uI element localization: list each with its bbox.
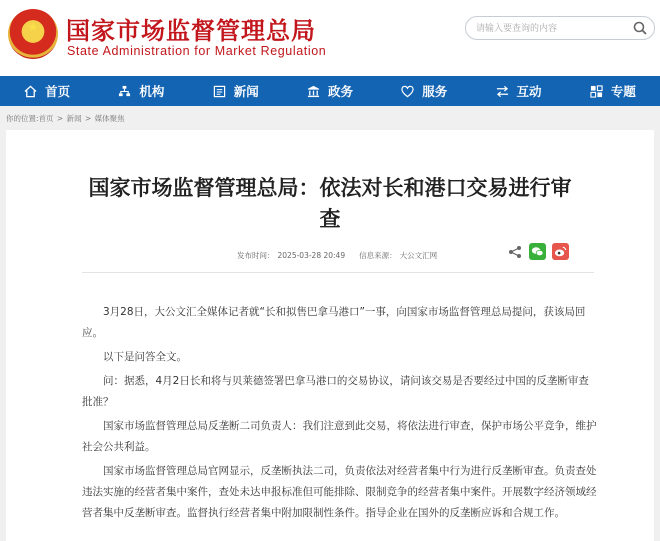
article-paragraph: 3月28日，大公文汇全媒体记者就“长和拟售巴拿马港口”一事，向国家市场监督管理总局提问，获该局回应。 xyxy=(82,306,586,339)
nav-label: 机构 xyxy=(139,84,165,99)
org-icon xyxy=(118,85,131,98)
article-title: 国家市场监督管理总局：依法对长和港口交易进行审查 xyxy=(88,176,572,231)
breadcrumb-separator: > xyxy=(56,114,64,123)
nav-label: 政务 xyxy=(327,84,353,99)
breadcrumb-media-focus[interactable]: 媒体聚焦 xyxy=(94,114,125,123)
article-body xyxy=(82,302,598,527)
title-divider xyxy=(82,272,594,273)
interaction-icon xyxy=(496,85,509,98)
nav-label: 新闻 xyxy=(233,84,259,99)
nav-label: 专题 xyxy=(610,84,636,99)
nav-item-service[interactable] xyxy=(377,76,471,106)
article-meta xyxy=(237,250,437,261)
news-icon xyxy=(213,85,226,98)
national-emblem-icon: ★ xyxy=(8,9,58,59)
article-source: 大公文汇网 xyxy=(399,251,438,260)
site-logo-subtitle: State Administration for Market Regulation xyxy=(67,44,327,58)
breadcrumb xyxy=(6,113,126,124)
nav-label: 首页 xyxy=(45,84,71,99)
search-input[interactable]: 请输入要查询的内容 xyxy=(476,24,558,34)
source-label: 信息来源： xyxy=(359,251,397,260)
share-icon[interactable] xyxy=(508,245,522,259)
article-paragraph: 国家市场监督管理总局反垄断二司负责人：我们注意到此交易，将依法进行审查，保护市场公平竞争，维护社会公共利益。 xyxy=(82,420,597,453)
home-icon xyxy=(24,85,37,98)
publish-time: 2025-03-28 20:49 xyxy=(277,251,346,260)
nav-label: 服务 xyxy=(422,84,448,99)
article-paragraph: 问：据悉，4月2日长和将与贝莱德签署巴拿马港口的交易协议，请问该交易是否要经过中国的反垄断审查批准？ xyxy=(82,375,589,408)
nav-item-government[interactable] xyxy=(283,76,377,106)
nav-item-news[interactable] xyxy=(189,76,283,106)
article-paragraph: 国家市场监督管理总局官网显示，反垄断执法二司，负责依法对经营者集中行为进行反垄断审查。负责查处违法实施的经营者集中案件，查处未达申报标准但可能排除、限制竞争的经营者集中案件。开展数字经济领域经营者集中反垄断审查。监督执行经营者集中附加限制性条件。指导企业在国外的反垄断应诉和合规工作。 xyxy=(82,465,597,519)
service-icon xyxy=(401,85,414,98)
government-icon xyxy=(307,85,320,98)
article-paragraph: 以下是问答全文。 xyxy=(103,351,187,363)
weibo-share-icon[interactable] xyxy=(552,243,569,260)
nav-item-org[interactable] xyxy=(94,76,188,106)
publish-time-label: 发布时间： xyxy=(237,251,275,260)
search-icon[interactable] xyxy=(632,20,648,36)
main-navigation xyxy=(0,76,660,106)
breadcrumb-separator: > xyxy=(85,114,92,123)
nav-label: 互动 xyxy=(516,84,542,99)
wechat-share-icon[interactable] xyxy=(529,243,546,260)
site-logo-title[interactable]: 国家市场监督管理总局 xyxy=(66,17,316,45)
nav-item-topic[interactable] xyxy=(566,76,660,106)
article-panel xyxy=(6,130,654,541)
topic-icon xyxy=(590,85,603,98)
share-bar xyxy=(508,243,569,260)
breadcrumb-news[interactable]: 新闻 xyxy=(66,114,82,123)
breadcrumb-home[interactable]: 你的位置:首页 xyxy=(6,114,54,123)
nav-item-interaction[interactable] xyxy=(471,76,565,106)
search-box[interactable] xyxy=(465,16,655,40)
nav-item-home[interactable] xyxy=(0,76,94,106)
site-header xyxy=(0,0,660,76)
